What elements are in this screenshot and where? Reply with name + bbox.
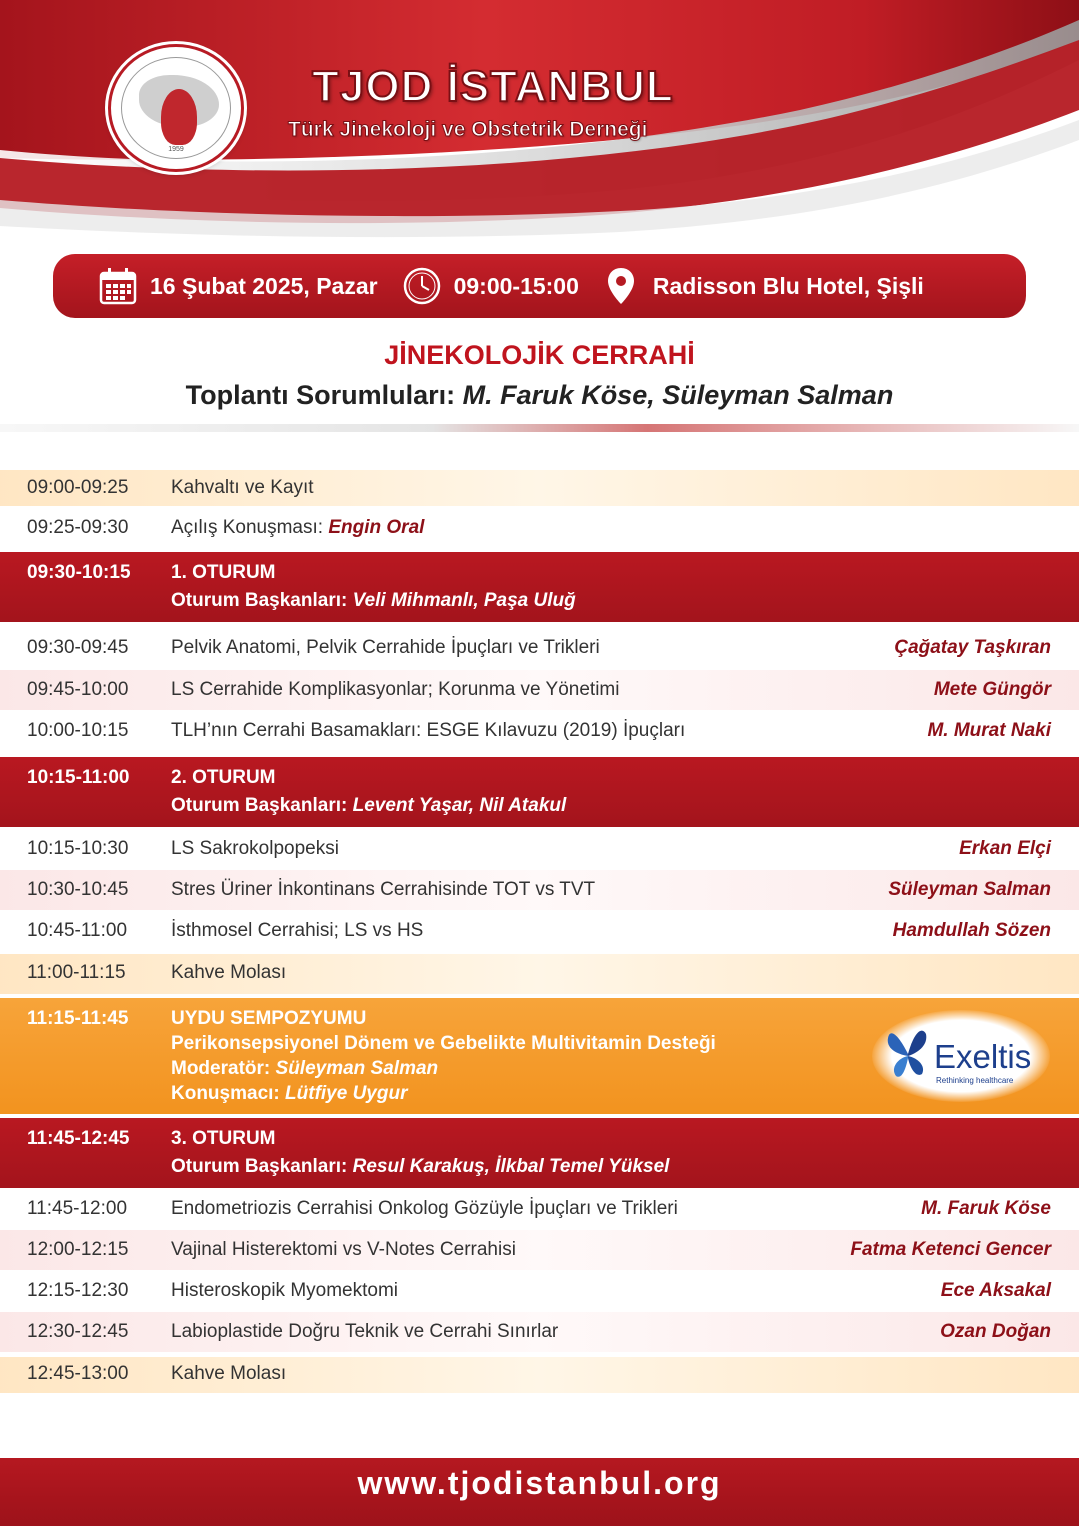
symposium-label: UYDU SEMPOZYUMU bbox=[171, 1008, 367, 1029]
sponsor-tagline: Rethinking healthcare bbox=[936, 1076, 1014, 1085]
event-time bbox=[402, 266, 579, 306]
moderator-label: Moderatör: bbox=[171, 1058, 271, 1079]
row-time: 09:30-09:45 bbox=[27, 637, 129, 658]
row-title: Vajinal Histerektomi vs V-Notes Cerrahisi bbox=[171, 1239, 516, 1260]
schedule-row bbox=[0, 829, 1079, 869]
row-speaker: Mete Güngör bbox=[933, 679, 1051, 700]
session-2-header bbox=[0, 757, 1079, 827]
responsible-label: Toplantı Sorumluları: bbox=[185, 380, 456, 410]
opening-speaker: Engin Oral bbox=[328, 517, 425, 538]
sponsor-logo bbox=[872, 1010, 1050, 1102]
row-speaker: Çağatay Taşkıran bbox=[894, 637, 1051, 658]
row-time: 11:45-12:00 bbox=[27, 1198, 128, 1219]
schedule-row-coffee-break bbox=[0, 954, 1079, 994]
session-time: 10:15-11:00 bbox=[27, 767, 130, 788]
chairs-label: Oturum Başkanları: bbox=[171, 795, 348, 816]
chairs-label: Oturum Başkanları: bbox=[171, 1156, 348, 1177]
schedule-row bbox=[0, 911, 1079, 951]
row-speaker: Fatma Ketenci Gencer bbox=[850, 1239, 1051, 1260]
row-title: Stres Üriner İnkontinans Cerrahisinde TOT vs TVT bbox=[171, 879, 596, 900]
clock-icon bbox=[402, 266, 442, 306]
event-date bbox=[98, 266, 378, 306]
row-title: Histeroskopik Myomektomi bbox=[171, 1280, 398, 1301]
schedule-row bbox=[0, 1189, 1079, 1229]
row-speaker: Erkan Elçi bbox=[959, 838, 1051, 859]
responsible-line bbox=[0, 380, 1079, 411]
schedule-row bbox=[0, 711, 1079, 751]
symposium-moderator bbox=[171, 1058, 438, 1080]
chairs-label: Oturum Başkanları: bbox=[171, 590, 348, 611]
schedule-row-opening bbox=[0, 508, 1079, 548]
schedule-row bbox=[0, 870, 1079, 910]
chairs-names: Resul Karakuş, İlkbal Temel Yüksel bbox=[352, 1156, 670, 1177]
row-title bbox=[171, 517, 424, 539]
sponsor-name: Exeltis bbox=[934, 1038, 1032, 1075]
session-chairs bbox=[171, 1156, 669, 1178]
association-title: TJOD İSTANBUL bbox=[312, 62, 674, 111]
chairs-names: Levent Yaşar, Nil Atakul bbox=[352, 795, 567, 816]
calendar-icon bbox=[98, 266, 138, 306]
location-pin-icon bbox=[601, 266, 641, 306]
speaker-label: Konuşmacı: bbox=[171, 1083, 280, 1104]
logo-mother-child-figure bbox=[161, 89, 197, 145]
row-time: 10:30-10:45 bbox=[27, 879, 129, 900]
row-time: 12:45-13:00 bbox=[27, 1363, 129, 1384]
row-speaker: M. Murat Naki bbox=[927, 720, 1051, 741]
row-time: 09:25-09:30 bbox=[27, 517, 129, 538]
row-time: 10:45-11:00 bbox=[27, 920, 128, 941]
row-speaker: Ozan Doğan bbox=[940, 1321, 1051, 1342]
symposium-speaker bbox=[171, 1083, 407, 1105]
header-banner bbox=[0, 0, 1079, 240]
row-title: Kahve Molası bbox=[171, 962, 287, 983]
row-time: 10:15-10:30 bbox=[27, 838, 129, 859]
schedule-row-breakfast bbox=[0, 470, 1079, 506]
session-time: 11:45-12:45 bbox=[27, 1128, 130, 1149]
row-time: 12:30-12:45 bbox=[27, 1321, 129, 1342]
program-title: JİNEKOLOJİK CERRAHİ bbox=[384, 340, 695, 370]
row-title: Pelvik Anatomi, Pelvik Cerrahide İpuçları ve Trikleri bbox=[171, 637, 600, 658]
responsible-names: M. Faruk Köse, Süleyman Salman bbox=[462, 380, 894, 410]
row-title: LS Cerrahide Komplikasyonlar; Korunma ve Yönetimi bbox=[171, 679, 620, 700]
schedule-row bbox=[0, 628, 1079, 668]
session-time: 09:30-10:15 bbox=[27, 562, 131, 583]
symposium-time: 11:15-11:45 bbox=[27, 1008, 129, 1029]
session-label: 1. OTURUM bbox=[171, 562, 276, 583]
event-venue-text: Radisson Blu Hotel, Şişli bbox=[652, 272, 924, 299]
event-time-text: 09:00-15:00 bbox=[453, 272, 579, 299]
event-date-text: 16 Şubat 2025, Pazar bbox=[150, 272, 378, 299]
session-label: 2. OTURUM bbox=[171, 767, 276, 788]
row-title: LS Sakrokolpopeksi bbox=[171, 838, 339, 859]
row-time: 12:15-12:30 bbox=[27, 1280, 129, 1301]
session-chairs bbox=[171, 795, 566, 817]
row-speaker: M. Faruk Köse bbox=[921, 1198, 1051, 1219]
chairs-names: Veli Mihmanlı, Paşa Uluğ bbox=[352, 590, 576, 611]
divider bbox=[0, 424, 1079, 432]
row-speaker: Ece Aksakal bbox=[940, 1280, 1051, 1301]
row-title: Labioplastide Doğru Teknik ve Cerrahi Sınırlar bbox=[171, 1321, 559, 1342]
session-chairs bbox=[171, 590, 576, 612]
website-link[interactable]: www.tjodistanbul.org bbox=[357, 1465, 722, 1501]
row-title: İsthmosel Cerrahisi; LS vs HS bbox=[171, 920, 424, 941]
tjod-logo bbox=[108, 44, 244, 172]
row-time: 09:00-09:25 bbox=[27, 477, 129, 498]
session-3-header bbox=[0, 1118, 1079, 1188]
footer bbox=[0, 1458, 1079, 1526]
satellite-symposium bbox=[0, 998, 1079, 1114]
schedule-row bbox=[0, 1271, 1079, 1311]
row-title: Kahve Molası bbox=[171, 1363, 287, 1384]
session-label: 3. OTURUM bbox=[171, 1128, 276, 1149]
schedule-row-coffee-break bbox=[0, 1357, 1079, 1393]
schedule-row bbox=[0, 1312, 1079, 1352]
schedule-row bbox=[0, 1230, 1079, 1270]
association-subtitle: Türk Jinekoloji ve Obstetrik Derneği bbox=[288, 118, 648, 141]
row-title: Kahvaltı ve Kayıt bbox=[171, 477, 314, 498]
row-time: 11:00-11:15 bbox=[27, 962, 126, 983]
row-time: 10:00-10:15 bbox=[27, 720, 129, 741]
logo-year: 1959 bbox=[168, 146, 184, 153]
row-time: 12:00-12:15 bbox=[27, 1239, 129, 1260]
event-info-bar bbox=[53, 254, 1026, 318]
row-title: Endometriozis Cerrahisi Onkolog Gözüyle İpuçları ve Trikleri bbox=[171, 1198, 678, 1219]
row-time: 09:45-10:00 bbox=[27, 679, 129, 700]
event-venue bbox=[601, 266, 924, 306]
session-1-header bbox=[0, 552, 1079, 622]
symposium-topic: Perikonsepsiyonel Dönem ve Gebelikte Multivitamin Desteği bbox=[171, 1033, 716, 1054]
opening-label: Açılış Konuşması: bbox=[171, 517, 324, 538]
row-title: TLH’nın Cerrahi Basamakları: ESGE Kılavuzu (2019) İpuçları bbox=[171, 720, 686, 741]
row-speaker: Süleyman Salman bbox=[888, 879, 1051, 900]
butterfly-icon bbox=[884, 1024, 932, 1086]
row-speaker: Hamdullah Sözen bbox=[892, 920, 1051, 941]
schedule-row bbox=[0, 670, 1079, 710]
moderator-name: Süleyman Salman bbox=[275, 1058, 439, 1079]
speaker-name: Lütfiye Uygur bbox=[285, 1083, 408, 1104]
